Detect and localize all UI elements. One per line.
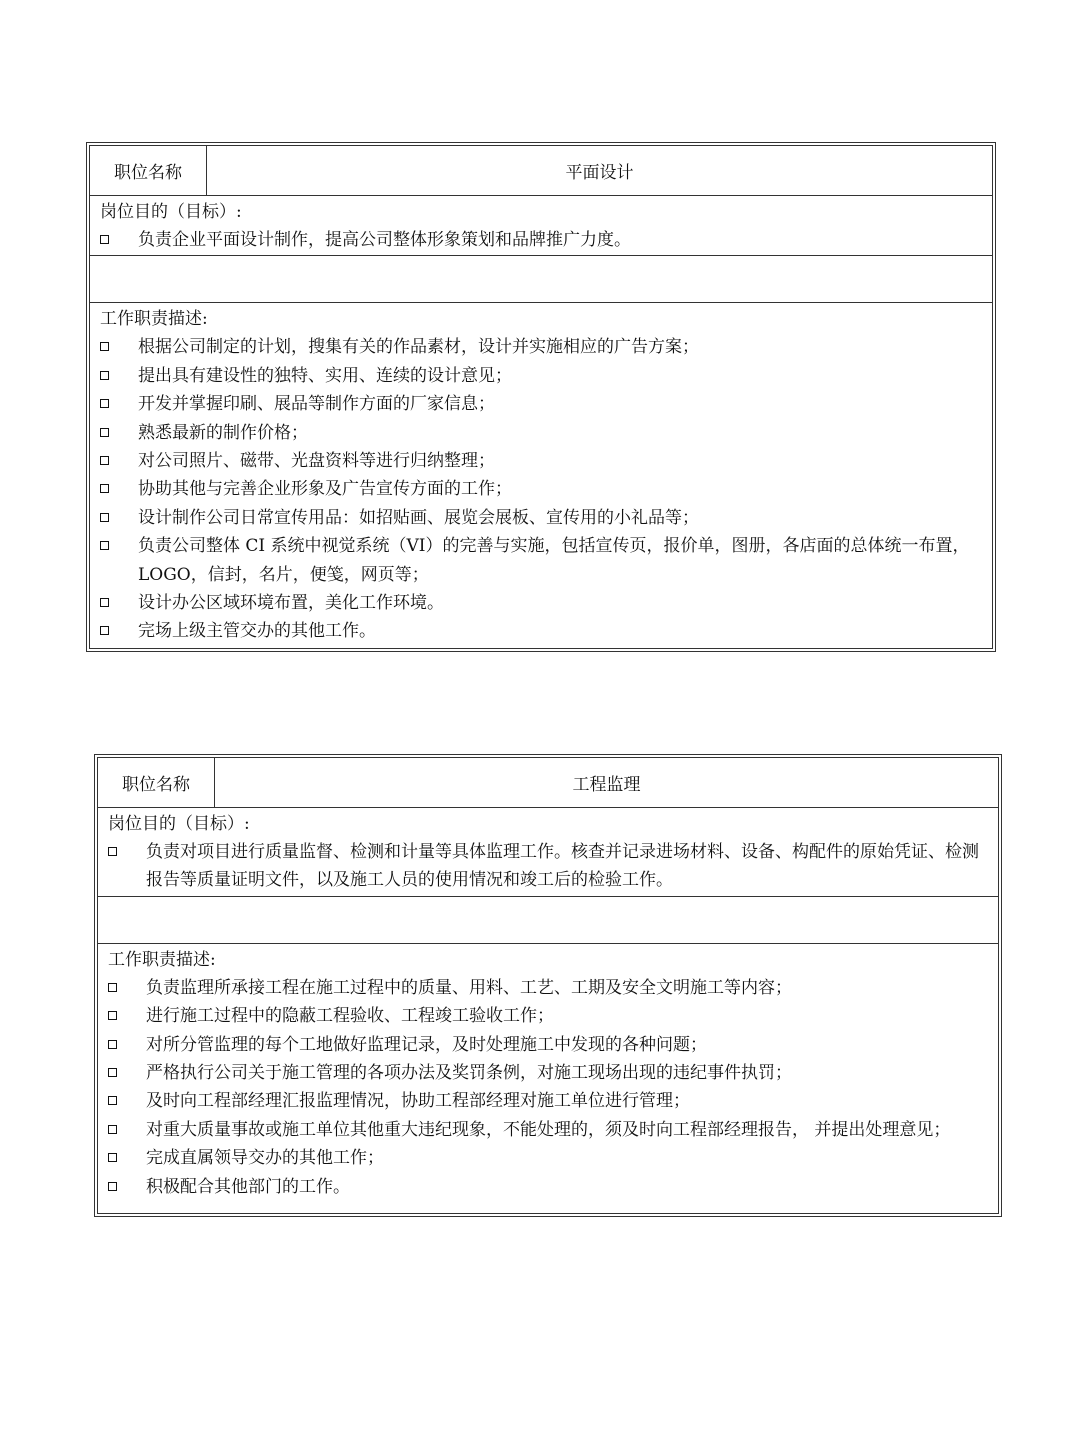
- duty-item: [108, 1116, 990, 1144]
- duty-text: 对所分管监理的每个工地做好监理记录，及时处理施工中发现的各种问题；: [146, 1034, 707, 1055]
- checkbox-bullet-icon: [100, 371, 109, 380]
- duty-text: 根据公司制定的计划，搜集有关的作品素材，设计并实施相应的广告方案；: [138, 337, 699, 358]
- duty-item: [100, 447, 984, 475]
- duty-text: 设计制作公司日常宣传用品：如招贴画、展览会展板、宣传用的小礼品等；: [138, 507, 699, 528]
- purpose-text: 负责对项目进行质量监督、检测和计量等具体监理工作。核查并记录进场材料、设备、构配件的原始凭证、检测报告等质量证明文件，以及施工人员的使用情况和竣工后的检验工作。: [146, 842, 979, 891]
- position-label: 职位名称: [90, 146, 207, 195]
- duty-item: [100, 532, 984, 589]
- checkbox-bullet-icon: [100, 513, 109, 522]
- duty-item: [108, 1059, 990, 1087]
- checkbox-bullet-icon: [108, 1068, 117, 1077]
- duty-text: 进行施工过程中的隐蔽工程验收、工程竣工验收工作；: [146, 1006, 554, 1027]
- checkbox-bullet-icon: [100, 428, 109, 437]
- purpose-heading: 岗位目的（目标）:: [108, 814, 250, 834]
- purpose-heading: 岗位目的（目标）:: [100, 202, 242, 222]
- table-inner: [89, 145, 993, 649]
- duty-text: 负责公司整体 CI 系统中视觉系统（VI）的完善与实施，包括宣传页，报价单，图册，各店面的总体统一布置，LOGO，信封，名片，便笺，网页等；: [138, 536, 970, 585]
- duty-item: [108, 1173, 990, 1201]
- duties-section: [90, 303, 992, 647]
- duty-text: 完成直属领导交办的其他工作；: [146, 1148, 384, 1169]
- duty-text: 提出具有建设性的独特、实用、连续的设计意见；: [138, 365, 512, 386]
- purpose-section: [90, 196, 992, 256]
- purpose-item: [100, 226, 984, 254]
- checkbox-bullet-icon: [108, 1040, 117, 1049]
- checkbox-bullet-icon: [108, 1182, 117, 1191]
- duty-text: 对公司照片、磁带、光盘资料等进行归纳整理；: [138, 451, 495, 472]
- purpose-text: 负责企业平面设计制作，提高公司整体形象策划和品牌推广力度。: [138, 230, 631, 250]
- duty-text: 完场上级主管交办的其他工作。: [138, 621, 376, 642]
- checkbox-bullet-icon: [108, 847, 117, 856]
- checkbox-bullet-icon: [100, 342, 109, 351]
- duty-item: [100, 333, 984, 361]
- duty-item: [100, 390, 984, 418]
- blank-row: [98, 897, 998, 944]
- checkbox-bullet-icon: [108, 983, 117, 992]
- checkbox-bullet-icon: [100, 598, 109, 607]
- duty-item: [108, 1031, 990, 1059]
- checkbox-bullet-icon: [108, 1125, 117, 1134]
- duty-item: [108, 1144, 990, 1172]
- blank-row: [90, 256, 992, 303]
- duty-item: [108, 974, 990, 1002]
- duties-section: [98, 944, 998, 1213]
- position-title: 平面设计: [565, 163, 634, 183]
- checkbox-bullet-icon: [100, 399, 109, 408]
- duty-text: 设计办公区域环境布置，美化工作环境。: [138, 593, 444, 614]
- position-row: [90, 146, 992, 196]
- duties-heading: 工作职责描述:: [100, 309, 208, 330]
- duty-text: 开发并掌握印刷、展品等制作方面的厂家信息；: [138, 394, 495, 415]
- job-description-table-engineering-supervision: [94, 754, 1002, 1217]
- table-inner: [97, 757, 999, 1214]
- duties-heading: 工作职责描述:: [108, 949, 216, 970]
- duty-text: 负责监理所承接工程在施工过程中的质量、用料、工艺、工期及安全文明施工等内容；: [146, 977, 792, 998]
- duty-item: [108, 1002, 990, 1030]
- checkbox-bullet-icon: [100, 484, 109, 493]
- checkbox-bullet-icon: [100, 235, 109, 244]
- duty-item: [100, 504, 984, 532]
- job-description-table-graphic-design: [86, 142, 996, 652]
- duty-text: 严格执行公司关于施工管理的各项办法及奖罚条例，对施工现场出现的违纪事件执罚；: [146, 1063, 792, 1084]
- checkbox-bullet-icon: [100, 626, 109, 635]
- position-label: 职位名称: [98, 758, 215, 807]
- checkbox-bullet-icon: [108, 1011, 117, 1020]
- checkbox-bullet-icon: [108, 1153, 117, 1162]
- duty-text: 协助其他与完善企业形象及广告宣传方面的工作；: [138, 479, 512, 500]
- checkbox-bullet-icon: [108, 1096, 117, 1105]
- duty-text: 及时向工程部经理汇报监理情况，协助工程部经理对施工单位进行管理；: [146, 1091, 690, 1112]
- duty-text: 熟悉最新的制作价格；: [138, 422, 308, 443]
- purpose-item: [108, 838, 990, 895]
- duty-text: 对重大质量事故或施工单位其他重大违纪现象，不能处理的，须及时向工程部经理报告， 并提出处理意见；: [146, 1119, 951, 1140]
- duty-item: [100, 589, 984, 617]
- duty-item: [100, 419, 984, 447]
- duty-text: 积极配合其他部门的工作。: [146, 1176, 350, 1197]
- duty-item: [108, 1087, 990, 1115]
- position-title: 工程监理: [572, 775, 641, 795]
- checkbox-bullet-icon: [100, 456, 109, 465]
- duty-item: [100, 617, 984, 645]
- purpose-section: [98, 808, 998, 897]
- duty-item: [100, 475, 984, 503]
- duty-item: [100, 362, 984, 390]
- position-row: [98, 758, 998, 808]
- checkbox-bullet-icon: [100, 541, 109, 550]
